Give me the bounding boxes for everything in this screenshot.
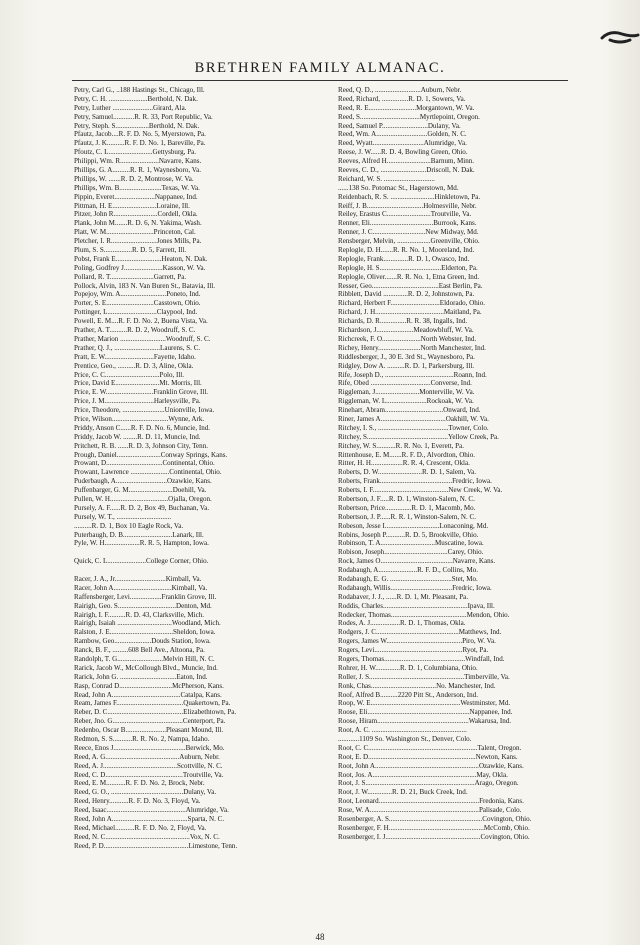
directory-entry: Pobst, Frank E..........................Heaton, N. Dak. [74, 254, 208, 263]
directory-entry: Resser, Geo......................................East Berlin, Pa. [338, 281, 483, 290]
directory-entry: Petry, C. H. ......................Berthold, N. Dak. [74, 94, 198, 103]
directory-entry: Pollock, Alvin, 183 N. Van Buren St., Batavia, Ill. [74, 281, 215, 290]
directory-entry: Rock, James O.........................................Navarre, Kans. [338, 557, 496, 566]
directory-entry: Riggleman, W. L.......................Rockoak, W. Va. [338, 397, 474, 406]
directory-entry: Pippin, Everet.......................Nappanee, Ind. [74, 192, 198, 201]
directory-entry: Plum, S. S................R. D. 5, Farrett, Ill. [74, 246, 187, 255]
directory-entry: Roof, Alfred B..........2220 Pitt St., Anderson, Ind. [338, 690, 478, 699]
directory-entry: Prather, Marion ..........................Woodruff, S. C. [74, 334, 211, 343]
paper-clip-icon [600, 28, 640, 48]
directory-entry: Reed, C. D............................................Troutville, Va. [74, 770, 224, 779]
directory-entry: Rodabaugh, A......................R. F. D., Collins, Mo. [338, 566, 478, 575]
directory-entry: Rogers, James W...........................................Piro, W. Va. [338, 637, 496, 646]
directory-entry: Robertson, J. P......R. R. 1, Winston-Salem, N. C. [338, 512, 476, 521]
directory-entry: Plank, John M.......R. D. 6, N. Yakima, Wash. [74, 219, 202, 228]
directory-entry: Reese, J. W......R. D. 4, Bowling Green, Ohio. [338, 148, 468, 157]
directory-entry: Root, Leonard.........................................................Fredonia, Kans. [338, 797, 524, 806]
directory-entry: Pratt, E. W............................Fayette, Idaho. [74, 352, 196, 361]
directory-entry: Petry, Steph. S...................Berthold, N. Dak. [74, 121, 200, 130]
directory-entry: Platt, W. M...........................Princeton, Cal. [74, 228, 196, 237]
directory-entry: Richard, Herbert F............................Eldorado, Ohio. [338, 299, 486, 308]
directory-entry: Riggleman, J.........................Monterville, W. Va. [338, 388, 475, 397]
directory-entry: Redenbo, Oscar B.......................Pleasant Mound, Ill. [74, 726, 224, 735]
directory-entry: Ridgley, Dow A. ..........R. D. 1, Parkersburg, Ill. [338, 361, 475, 370]
directory-entry: Reed, Henry...........R. F. D. No. 3, Floyd, Va. [74, 797, 201, 806]
directory-entry: Prowant, Lawrence ......................Continental, Ohio. [74, 468, 222, 477]
directory-entry: Ream, James F......................................Quakertown, Pa. [74, 699, 231, 708]
directory-entry: Reichard, W. S. ............................. [338, 174, 435, 183]
directory-entry: Price, E. W...........................Franklin Grove, Ill. [74, 388, 209, 397]
directory-entry: Richcreek, F. O......................North Webster, Ind. [338, 334, 477, 343]
directory-entry: Reed, S..................................Myrtlepoint, Oregon. [338, 112, 480, 121]
directory-entry: Petry, Samuel............R. R. 33, Port Republic, Va. [74, 112, 213, 121]
directory-entry: Ralston, J. E....................................Sheldon, Iowa. [74, 628, 216, 637]
directory-entry: Ranck, B. F., .........608 Bell Ave., Altoona, Pa. [74, 646, 205, 655]
directory-entry: ......138 So. Potomac St., Hagerstown, Md. [338, 183, 459, 192]
directory-entry: Prentice, Geo., ..........R. D. 3, Aline, Okla. [74, 361, 194, 370]
directory-entry: Quick, C. L......................College Corner, Ohio. [74, 557, 209, 566]
directory-entry: Pfautz, J. K..........R. F. D. No. 1, Bareville, Pa. [74, 139, 206, 148]
directory-entry: Reed, R. E...........................Morgantown, W. Va. [338, 103, 475, 112]
directory-entry: Pursely, W. T., ............................... [74, 512, 172, 521]
directory-entry: Rinehart, Abram.................................Onward, Ind. [338, 406, 481, 415]
right-column [338, 86, 584, 842]
directory-entry: Rodes, A. J.................R. D. 1, Thomas, Okla. [338, 619, 466, 628]
directory-entry: Price, C. C...............................Polo, Ill. [74, 370, 185, 379]
directory-entry: Reed, N. C................................................Vox, N. C. [74, 832, 220, 841]
directory-entry: Phillips, Wm. B........................Texas, W. Va. [74, 183, 200, 192]
directory-entry: Reed, Samuel P..........................Dulany, Va. [338, 121, 461, 130]
directory-entry: Randolph, T. G..........................Melvin Hill, N. C. [74, 655, 215, 663]
directory-entry: Rife, Obed ..................................Converse, Ind. [338, 379, 472, 388]
directory-entry: Roddis, Charles................................................Ipava, Ill. [338, 601, 495, 610]
directory-entry: Pletcher, I. R..........................Jones Mills, Pa. [74, 237, 202, 246]
directory-entry: Rife, Joseph D., .......................................Roann, Ind. [338, 370, 487, 379]
directory-entry: Prather, A. T..........R. D. 2, Woodruff, S. C. [74, 326, 196, 335]
directory-entry: Robinson, T. A...............................Muscatine, Iowa. [338, 539, 484, 548]
directory-entry: Reber, Jno. G........................................Centerport, Pa. [74, 717, 226, 726]
directory-entry: Read, John A.......................................Catalpa, Kans. [74, 690, 222, 699]
directory-entry: Rarick, Jacob W., McCollough Blvd., Muncie, Ind. [74, 663, 218, 672]
directory-entry: Porter, S. E...........................Casstown, Ohio. [74, 299, 201, 308]
directory-entry: Richard, J. H.......................................Maitland, Pa. [338, 308, 482, 317]
directory-entry: Rohrer, H. W..............R. D. 1, Columbiana, Ohio. [338, 663, 478, 672]
directory-entry: Roller, J. S......................................................Timberville, Va. [338, 672, 510, 681]
directory-entry: Pursely, A. F......R. D. 2, Box 49, Buchanan, Va. [74, 503, 210, 512]
directory-entry: Reed, Wm. A.............................Golden, N. C. [338, 130, 467, 139]
directory-entry: Reiff, J. B................................Holmesville, Nebr. [338, 201, 477, 210]
directory-entry: Reed, Richard, ...............R. D. 1, Sowers, Va. [338, 94, 466, 103]
directory-entry: Priddy, Jacob W. ........R. D. 11, Muncie, Ind. [74, 432, 201, 441]
directory-entry: Ritter, H. H..................R. R. 4, Crescent, Okla. [338, 459, 470, 468]
directory-entry: Price, David E.........................Mt. Morris, Ill. [74, 379, 202, 388]
directory-entry: Philippi, Wm. R......................Navarre, Kans. [74, 157, 202, 166]
directory-entry: Reed, A. G..........................................Auburn, Nebr. [74, 752, 220, 761]
directory-entry: Replogle, Oliver.......R. R. No. 1, Etna Green, Ind. [338, 272, 480, 281]
directory-entry: Pritchett, R. B. ......R. D. 3, Johnson City, Tenn. [74, 441, 208, 450]
directory-entry: Richards, D. R...............R. R. 38, Ingalls, Ind. [338, 317, 468, 326]
directory-entry [74, 566, 320, 575]
directory-entry: Ritchey, I. S., ........................................Towner, Colo. [338, 423, 489, 432]
directory-entry: Robertson, Price...............R. D. 1, Macomb, Mo. [338, 503, 476, 512]
directory-entry: ............1109 So. Washington St., Denver, Colo. [338, 735, 472, 744]
directory-entry: Renner, J. C..............................New Midway, Md. [338, 228, 479, 237]
directory-entry: Pollard, R. T.........................Garrett, Pa. [74, 272, 187, 281]
directory-entry: Ribblett, David ..............R. D. 2, Johnstown, Pa. [338, 290, 475, 299]
directory-entry: Rodgers, J. C...............................................Matthews, Ind. [338, 628, 502, 637]
directory-entry: Ritchey, S..............................................Yellow Creek, Pa. [338, 432, 499, 441]
directory-entry: Reed, Wyatt.............................Alumridge, Va. [338, 139, 467, 148]
directory-entry: Rairigh, Geo. S.................................Denton, Md. [74, 601, 212, 610]
directory-entry: Robertson, J. F.....R. D. 1, Winston-Salem, N. C. [338, 494, 475, 503]
directory-entry: Rambow, Geo.....................Douds Station, Iowa. [74, 637, 211, 646]
directory-entry: Root, A. C. ...................................................... [338, 726, 467, 735]
directory-entry: Reeves, C. D., ..........................Driscoll, N. Dak. [338, 166, 475, 175]
directory-entry: Popejoy, Wm. A..........................Poneto, Ind. [74, 290, 201, 299]
directory-entry: Pittman, H. E.........................Loraine, Ill. [74, 201, 190, 210]
directory-entry: Rosenberger, I. J......................................................Covington, Ohio. [338, 832, 530, 841]
directory-entry: Racer, J. A., Jr.............................Kimball, Va. [74, 574, 202, 583]
directory-entry: Petry, Luther .......................Girard, Ala. [74, 103, 187, 112]
directory-entry: Robins, Joseph P...........R. D. 5, Brookville, Ohio. [338, 530, 479, 539]
directory-entry: Replogle, H. S...................................Elderton, Pa. [338, 263, 478, 272]
directory-entry: Redmon, S. S...........R. R. No. 2, Nampa, Idaho. [74, 735, 210, 744]
directory-entry: Price, Wilson................................Wynne, Ark. [74, 414, 205, 423]
directory-entry: Reber, D. C...........................................Elizabethtown, Pa. [74, 708, 237, 717]
directory-entry: Reed, P. D................................................Limestone, Tenn. [74, 841, 238, 850]
directory-entry: Pitzer, John R.........................Cordell, Okla. [74, 210, 198, 219]
directory-entry: Rose, W. A..............................................................Palisade, Colo. [338, 806, 522, 815]
directory-entry: Price, Theodore, ........................Unionville, Iowa. [74, 406, 215, 415]
directory-entry: Replogle, Frank..............R. D. 1, Owasco, Ind. [338, 254, 470, 263]
directory-entry: Rairigh, I. F..........R. D. 43, Clarksville, Mich. [74, 610, 204, 619]
directory-entry: Racer, John A.................................Kimball, Va. [74, 583, 208, 592]
directory-entry: Ritchey, W. S...........R. R. No. 1, Everett, Pa. [338, 441, 464, 450]
directory-entry [74, 548, 320, 557]
directory-entry: Riner, James A.....................................Oakhill, W. Va. [338, 414, 489, 423]
directory-entry: Roberts, Frank.........................................Fredric, Iowa. [338, 477, 492, 486]
directory-entry: Roberts, I. F...........................................New Creek, W. Va. [338, 486, 503, 495]
directory-entry: Reece, Enos J.........................................Berwick, Mo. [74, 743, 225, 752]
directory-entry: Reiley, Erastus C.........................Troutville, Va. [338, 210, 472, 219]
directory-entry: Petry, Carl G., ..188 Hastings St., Chicago, Ill. [74, 86, 205, 94]
directory-entry: Raffensberger, Levi..................Franklin Grove, Ill. [74, 592, 217, 601]
directory-entry: Rogers, Thomas..............................................Windfall, Ind. [338, 655, 505, 663]
directory-entry: Prowant, D................................Continental, Ohio. [74, 459, 215, 468]
directory-entry: Roose, Eli..........................................................Nappanee, Ind. [338, 708, 513, 717]
directory-entry: Reeves, Alfred H.........................Barnum, Minn. [338, 157, 475, 166]
page-header: BRETHREN FAMILY ALMANAC. [194, 60, 446, 76]
directory-entry: Rodabaver, J. J., ......R. D. 1, Mt. Pleasant, Pa. [338, 592, 469, 601]
directory-entry: Phillips, G. A..........R. R. 1, Waynesboro, Va. [74, 166, 202, 175]
directory-entry: Riddlesberger, J., 30 E. 3rd St., Waynesboro, Pa. [338, 352, 475, 361]
directory-entry: Root, J. S..............................................................Arago, Oregon. [338, 779, 519, 788]
directory-entry: Rittenhouse, E. M.......R. F. D., Alvordton, Ohio. [338, 450, 476, 459]
page-number: 48 [315, 932, 325, 942]
directory-entry: Replogle, D. H.......R. R. No. 1, Mooreland, Ind. [338, 246, 475, 255]
directory-entry: Pfautz, Jacob....R. F. D. No. 5, Myerstown, Pa. [74, 130, 206, 139]
directory-entry: Rosenberger, A. S.....................................................Covington, Ohio. [338, 815, 532, 824]
directory-entry: Richey, Henry........................North Manchester, Ind. [338, 343, 486, 352]
directory-entry: Rodabaugh, Willis...................................Fredric, Iowa. [338, 583, 492, 592]
directory-entry: Pfoutz, C. L.........................Gettysburg, Pa. [74, 148, 197, 157]
directory-entry: Roose, Hiram....................................................Wakarusa, Ind. [338, 717, 512, 726]
directory-entry: Rodabaugh, E. G. ...................................Stet, Mo. [338, 574, 478, 583]
directory-entry: Root, Jos. A...........................................................May, Okla. [338, 770, 508, 779]
directory-entry: Priddy, Anson C......R. F. D. No. 6, Muncie, Ind. [74, 423, 211, 432]
directory-entry: Richardson, J.....................Meadowbluff, W. Va. [338, 326, 474, 335]
directory-entry: Reed, A. J..........................................Scottville, N. C. [74, 761, 223, 770]
directory-entry: Pottinger, L............................Claypool, Ind. [74, 308, 198, 317]
directory-entry: Robison, Joseph....................................Carey, Ohio. [338, 548, 484, 557]
directory-entry: Reed, Q. D., ..........................Auburn, Nebr. [338, 86, 462, 94]
directory-entry: Reed, G. O., .........................................Dulany, Va. [74, 788, 217, 797]
directory-entry: Rodecker, Thomas...........................................Mendon, Ohio. [338, 610, 510, 619]
directory-entry: Robeson, Jesse I...............................Lonaconing, Md. [338, 521, 489, 530]
directory-entry: Puffenbarger, G. M.........................Doehill, Va. [74, 486, 207, 495]
directory-entry: Price, J. M............................Harleysville, Pa. [74, 397, 201, 406]
directory-entry: Rogers, Levi..................................................Ryot, Pa. [338, 646, 489, 655]
directory-entry: ..........R. D. 1, Box 10 Eagle Rock, Va. [74, 521, 184, 530]
directory-entry: Reed, John A...........................................Sparta, N. C. [74, 815, 225, 824]
directory-entry: Rensberger, Melvin, ...................Greenville, Ohio. [338, 237, 480, 246]
directory-entry: Root, C. C..............................................................Talent, Oregon. [338, 743, 522, 752]
directory-entry: Ronk, Chas.....................................No. Manchester, Ind. [338, 681, 496, 690]
directory-entry: Reed, Michael...........R. F. D. No. 2, Floyd, Va. [74, 823, 207, 832]
directory-entry: Puderbaugh, A.............................Ozawkie, Kans. [74, 477, 212, 486]
directory-entry: Rosenberger, F. H......................................................McComb, Ohio. [338, 823, 530, 832]
header-rule [72, 80, 568, 81]
directory-entry: Prather, Q. J., ..........................Laurens, S. C. [74, 343, 201, 352]
directory-entry: Renner, Eli....................................Burrook, Kans. [338, 219, 477, 228]
directory-entry: Powell, E. M....R. F. D. No. 2, Buena Vista, Va. [74, 317, 208, 326]
directory-entry: Pyle, W. H....................R. R. 5, Hampton, Iowa. [74, 539, 209, 548]
directory-entry: Roop, W. E...................................................Westminster, Md. [338, 699, 511, 708]
directory-entry: Pullen, W. H.................................Ojalla, Oregon. [74, 494, 212, 503]
directory-entry: Reed, Isaac.............................................Alumridge, Va. [74, 806, 229, 815]
directory-entry: Rarick, John G. ................................Eaton, Ind. [74, 672, 208, 681]
directory-entry: Rasp, Conrad D..............................McPherson, Kans. [74, 681, 224, 690]
directory-entry: Roberts, D. W.........................R. D. 1, Salem, Va. [338, 468, 477, 477]
left-column [74, 86, 320, 851]
directory-entry: Prough, Daniel.........................Conway Springs, Kans. [74, 450, 228, 459]
directory-entry: Phillips, W. .......R. D. 2, Montrose, W. Va. [74, 174, 194, 183]
directory-entry: Poling, Godfrey J......................Kasson, W. Va. [74, 263, 206, 272]
directory-entry: Reed, E. M...........R. F. D. No. 2, Brock, Nebr. [74, 779, 205, 788]
directory-entry: Puterbaugh, D. B............................Lanark, Ill. [74, 530, 204, 539]
directory-entry: Root, John A...........................................................Ozawkie, Kans. [338, 761, 524, 770]
directory-entry: Rairigh, Isaiah ...............................Woodland, Mich. [74, 619, 221, 628]
directory-entry: Reidenbach, R. S. .........................Hinkletown, Pa. [338, 192, 481, 201]
directory-entry: Root, J. W..............R. D. 21, Buck Creek, Ind. [338, 788, 468, 797]
directory-entry: Root, E. D.............................................................Newton, Kans. [338, 752, 518, 761]
